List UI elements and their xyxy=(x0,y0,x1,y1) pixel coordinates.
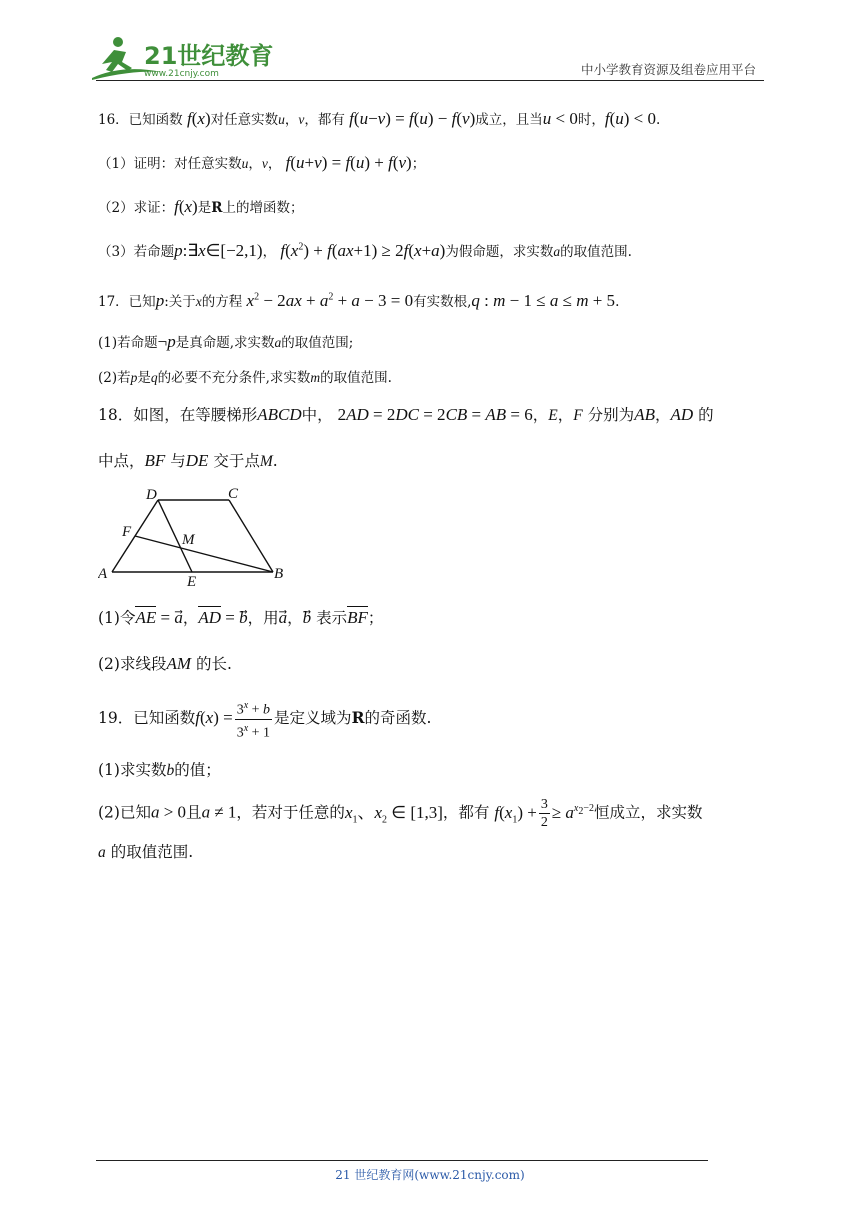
q18-stem: 18．如图，在等腰梯形ABCD中， 2AD = 2DC = 2CB = AB = 6，E，F 分别为AB，AD 的 xyxy=(98,405,714,424)
q18-part1: (1)令AE = a，AD = b，用a，b 表示BF； xyxy=(98,608,384,627)
q19-part1: (1)求实数b的值； xyxy=(98,761,221,779)
label-D: D xyxy=(146,487,157,503)
trapezoid-figure xyxy=(98,486,298,591)
q19-stem: 19．已知函数f(x) = $\frac{3^x + b}{3^x + 1}$ 是定义域为R的奇函数. xyxy=(98,697,778,741)
header-platform-text: 中小学教育资源及组卷应用平台 xyxy=(580,62,756,77)
q16-part1: （1）证明：对任意实数u，v， f(u+v) = f(u) + f(v)； xyxy=(98,153,426,172)
label-F: F xyxy=(122,524,132,540)
label-A: A xyxy=(98,566,108,582)
q17-part2: (2)若p是q的必要不充分条件,求实数m的取值范围. xyxy=(98,370,392,386)
q18-stem-line2: 中点，BF 与DE 交于点M. xyxy=(98,451,278,470)
footer-divider xyxy=(96,1160,708,1161)
logo-url: www.21cnjy.com xyxy=(144,69,219,79)
page-header xyxy=(0,0,860,90)
segment-BF xyxy=(135,536,273,572)
label-E: E xyxy=(187,574,197,590)
site-logo xyxy=(92,34,292,80)
footer-link[interactable]: 21 世纪教育网(www.21cnjy.com) xyxy=(335,1168,525,1182)
q19-part2-line2: a 的取值范围. xyxy=(98,843,194,861)
header-divider xyxy=(96,80,764,81)
label-M: M xyxy=(182,532,195,548)
q18-part2: (2)求线段AM 的长. xyxy=(98,654,232,673)
q16-stem: 16．已知函数 f(x)对任意实数u，v，都有 f(u−v) = f(u) − f(v)成立，且当u < 0时，f(u) < 0. xyxy=(98,109,661,128)
q16-part2: （2）求证：f(x)是R上的增函数； xyxy=(98,197,304,216)
q17-stem: 17．已知p:关于x的方程 $x^2 - 2ax + a^2 + a - 3 = 0$有实数根,q : m − 1 ≤ a ≤ m + 5. xyxy=(98,291,620,310)
q19-part2: (2)已知a > 0且a ≠ 1，若对于任意的$x_1$、$x_2$ ∈ [1,3]，都有 $f(x_1)$ + $\frac{3}{2}$ ≥ $a^{x_2-2}$恒成立，求实数 xyxy=(98,797,703,830)
label-B: B xyxy=(274,566,284,582)
logo-text: 21世纪教育 xyxy=(144,42,274,70)
q16-part3: （3）若命题p:∃x∈[−2,1)， $f(x^2) + f(ax+1) \ge 2f(x+a)$为假命题，求实数a的取值范围. xyxy=(98,241,632,260)
side-CB xyxy=(229,500,273,572)
label-C: C xyxy=(228,486,239,502)
q17-part1: (1)若命题¬p是真命题,求实数a的取值范围; xyxy=(98,332,354,351)
